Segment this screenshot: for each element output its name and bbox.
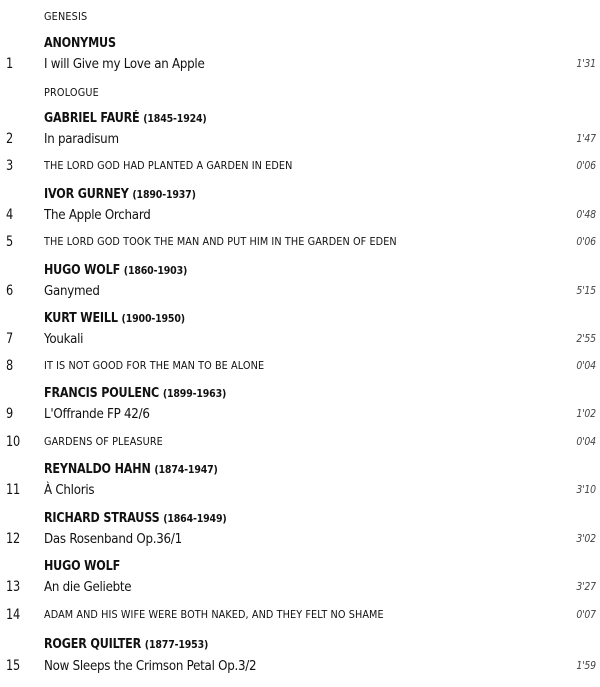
composer-dates: (1860-1903) [123,264,188,277]
track-title: Das Rosenband Op.36/1 [44,531,182,547]
track-title: Ganymed [44,283,100,299]
track-title: L'Offrande FP 42/6 [44,406,150,422]
track-duration: 0'06 [576,235,596,248]
composer-dates: (1874-1947) [154,463,218,476]
section-heading-genesis: GENESIS [44,10,88,23]
track-title: Now Sleeps the Crimson Petal Op.3/2 [44,658,257,674]
track-number: 12 [6,531,21,547]
track-number: 8 [6,358,14,374]
composer-name: REYNALDO HAHN [44,462,151,477]
composer-dates: (1864-1949) [163,512,227,525]
track-title: I will Give my Love an Apple [44,56,205,72]
composer-heading [44,559,120,575]
composer-heading [44,637,208,653]
track-title: An die Geliebte [44,579,132,595]
composer-name: GABRIEL FAURÉ [44,111,140,126]
composer-heading [44,187,196,203]
track-number: 3 [6,158,14,174]
track-number: 2 [6,131,14,147]
track-number: 6 [6,283,14,299]
track-duration: 0'48 [576,208,596,221]
track-number: 13 [6,579,21,595]
track-duration: 0'06 [576,159,596,172]
section-heading-prologue: PROLOGUE [44,86,99,99]
track-duration: 1'59 [576,659,596,672]
track-duration: 5'15 [576,284,596,297]
track-duration: 3'27 [576,580,596,593]
track-title: THE LORD GOD HAD PLANTED A GARDEN IN EDEN [44,159,293,172]
track-number: 9 [6,406,14,422]
composer-name: RICHARD STRAUSS [44,511,160,526]
track-title: THE LORD GOD TOOK THE MAN AND PUT HIM IN THE GARDEN OF EDEN [44,235,397,248]
composer-name: KURT WEILL [44,311,118,326]
track-title: IT IS NOT GOOD FOR THE MAN TO BE ALONE [44,359,265,372]
composer-dates: (1899-1963) [162,387,227,400]
track-duration: 1'47 [576,132,596,145]
composer-name: ROGER QUILTER [44,637,142,652]
track-title: In paradisum [44,131,119,147]
track-duration: 1'02 [576,407,596,420]
composer-heading [44,36,116,52]
track-title: À Chloris [44,482,95,498]
track-title: The Apple Orchard [44,207,151,223]
track-title: ADAM AND HIS WIFE WERE BOTH NAKED, AND THEY FELT NO SHAME [44,608,384,621]
track-number: 10 [6,434,21,450]
track-duration: 3'02 [576,532,596,545]
track-duration: 1'31 [576,57,596,70]
composer-name: HUGO WOLF [44,559,121,574]
composer-dates: (1900-1950) [121,312,185,325]
track-number: 7 [6,331,14,347]
composer-heading [44,462,218,478]
composer-heading [44,311,185,327]
track-number: 1 [6,56,14,72]
composer-heading [44,386,226,402]
composer-name: FRANCIS POULENC [44,386,160,401]
track-duration: 0'04 [576,435,596,448]
track-number: 14 [6,607,21,623]
track-duration: 3'10 [576,483,596,496]
track-number: 5 [6,234,14,250]
track-duration: 0'04 [576,359,596,372]
composer-dates: (1890-1937) [132,188,196,201]
track-title: GARDENS OF PLEASURE [44,435,163,448]
track-number: 15 [6,658,21,674]
composer-dates: (1845-1924) [143,112,207,125]
composer-heading [44,111,207,127]
composer-name: IVOR GURNEY [44,187,129,202]
composer-heading [44,511,227,527]
composer-dates: (1877-1953) [144,638,209,651]
composer-name: ANONYMUS [44,36,116,51]
composer-heading [44,263,187,279]
track-number: 4 [6,207,14,223]
composer-name: HUGO WOLF [44,263,121,278]
track-number: 11 [6,482,21,498]
track-title: Youkali [44,331,84,347]
track-duration: 0'07 [576,608,596,621]
track-duration: 2'55 [576,332,596,345]
